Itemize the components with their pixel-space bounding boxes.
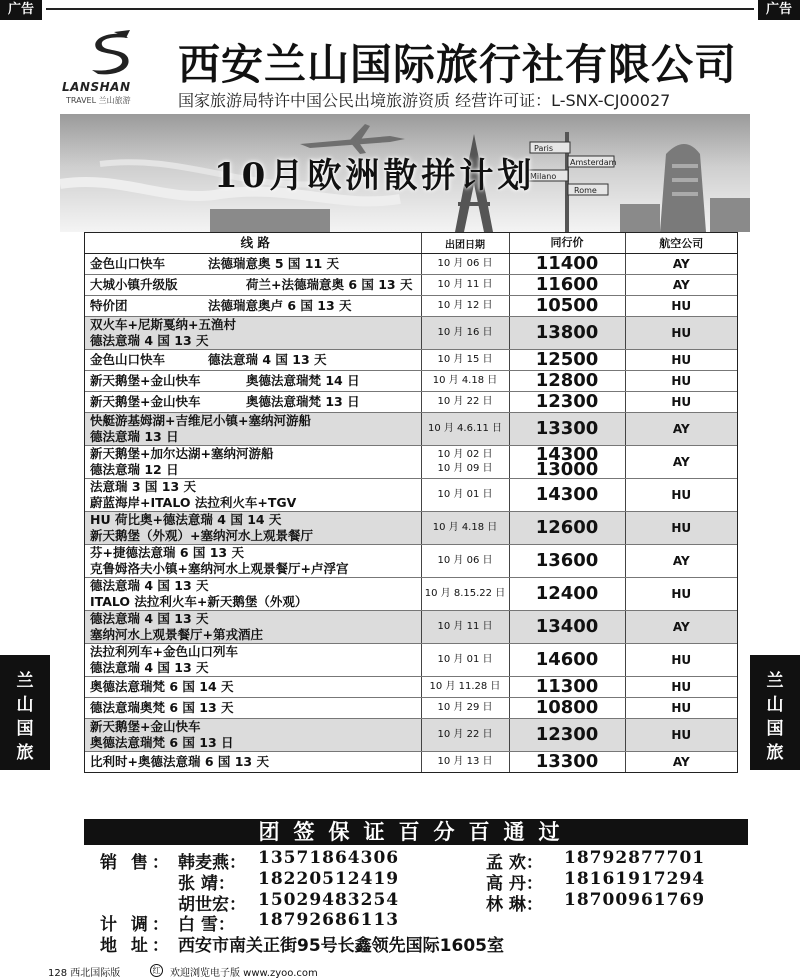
route-text: HU 荷比奥+德法意瑞 4 国 14 天 xyxy=(90,512,282,527)
contact-name: 韩麦燕： xyxy=(178,853,246,873)
date-cell xyxy=(421,392,509,413)
logo-subtext: TRAVEL 兰山旅游 xyxy=(66,96,131,105)
address-label: 地 址： xyxy=(100,936,173,956)
date-cell xyxy=(421,479,509,512)
planner-label: 计 调： xyxy=(100,915,173,935)
route-cell xyxy=(85,698,421,719)
departure-date: 10 月 09 日 xyxy=(437,463,493,474)
plan-title: 10月欧洲散拼计划 xyxy=(214,156,536,196)
departure-date: 10 月 01 日 xyxy=(437,654,493,665)
route-text: 法德瑞意奥卢 6 国 13 天 xyxy=(208,298,352,313)
peer-price: 11300 xyxy=(535,676,599,697)
route-cell xyxy=(85,413,421,446)
route-text: 奥德法意瑞梵 13 日 xyxy=(246,394,360,409)
airline-cell: AY xyxy=(625,275,737,296)
peer-price: 12600 xyxy=(535,517,599,538)
company-name: 西安兰山国际旅行社有限公司 xyxy=(178,40,738,89)
route-cell xyxy=(85,578,421,611)
route-text: 快艇游基姆湖+吉维尼小镇+塞纳河游船 xyxy=(90,413,311,428)
table-row xyxy=(85,578,737,611)
price-cell xyxy=(509,752,625,773)
header-date: 出团日期 xyxy=(421,233,509,254)
table-row xyxy=(85,392,737,413)
price-cell xyxy=(509,371,625,392)
contact-phone: 13571864306 xyxy=(258,848,400,868)
airline-cell: AY xyxy=(625,446,737,479)
price-cell xyxy=(509,275,625,296)
table-row xyxy=(85,371,737,392)
ad-label-left: 广告 xyxy=(0,0,42,20)
badge-circle-icon: 红 xyxy=(150,964,163,977)
price-cell xyxy=(509,677,625,698)
route-text: 新天鹅堡+金山快车 xyxy=(90,719,201,734)
peer-price: 11400 xyxy=(535,253,599,274)
date-cell xyxy=(421,296,509,317)
date-cell xyxy=(421,254,509,275)
departure-date: 10 月 11 日 xyxy=(437,279,493,290)
price-cell xyxy=(509,698,625,719)
route-cell xyxy=(85,446,421,479)
route-text: 德法意瑞 4 国 13 天 xyxy=(208,352,327,367)
table-row xyxy=(85,254,737,275)
route-cell xyxy=(85,611,421,644)
departure-date: 10 月 13 日 xyxy=(437,756,493,767)
header-price: 同行价 xyxy=(509,233,625,254)
tour-table xyxy=(84,232,738,773)
address-text: 西安市南关正街95号长鑫领先国际1605室 xyxy=(178,936,504,956)
peer-price: 12500 xyxy=(535,349,599,370)
route-cell xyxy=(85,254,421,275)
route-text: 奥德法意瑞梵 14 日 xyxy=(246,373,360,388)
airline-cell: HU xyxy=(625,371,737,392)
route-text: 奥德法意瑞梵 6 国 13 日 xyxy=(90,735,234,750)
date-cell xyxy=(421,578,509,611)
route-cell xyxy=(85,545,421,578)
table-row xyxy=(85,413,737,446)
date-cell xyxy=(421,317,509,350)
route-text: 芬+捷德法意瑞 6 国 13 天 xyxy=(90,545,244,560)
price-cell xyxy=(509,317,625,350)
table-row xyxy=(85,296,737,317)
peer-price: 10800 xyxy=(535,697,599,718)
peer-price: 13300 xyxy=(535,418,599,439)
peer-price: 14600 xyxy=(535,649,599,670)
date-cell xyxy=(421,698,509,719)
contact-phone: 18220512419 xyxy=(258,869,400,889)
route-cell xyxy=(85,296,421,317)
contact-name: 张 靖： xyxy=(178,874,235,894)
route-text: 新天鹅堡（外观）+塞纳河水上观景餐厅 xyxy=(90,528,313,543)
airline-cell: HU xyxy=(625,719,737,752)
departure-date: 10 月 4.6.11 日 xyxy=(427,423,503,434)
route-cell xyxy=(85,317,421,350)
route-text: 法拉利列车+金色山口列车 xyxy=(90,644,238,659)
company-logo xyxy=(62,30,162,110)
airline-cell: HU xyxy=(625,644,737,677)
route-cell xyxy=(85,719,421,752)
date-cell xyxy=(421,677,509,698)
route-text: ITALO 法拉利火车+新天鹅堡（外观） xyxy=(90,594,308,609)
departure-date: 10 月 11 日 xyxy=(437,621,493,632)
route-text: 德法意瑞 4 国 13 天 xyxy=(90,660,209,675)
planner-phone: 18792686113 xyxy=(258,910,400,930)
price-cell xyxy=(509,446,625,479)
date-cell xyxy=(421,644,509,677)
side-tab-char: 国 xyxy=(766,719,784,739)
sales-label: 销 售： xyxy=(100,853,173,873)
peer-price: 12300 xyxy=(535,724,599,745)
route-text: 德法意瑞奥梵 6 国 13 天 xyxy=(90,700,234,715)
route-text: 新天鹅堡+金山快车 xyxy=(90,373,201,388)
airline-cell: HU xyxy=(625,578,737,611)
contact-phone: 18700961769 xyxy=(564,890,706,910)
price-cell xyxy=(509,719,625,752)
departure-date: 10 月 02 日 xyxy=(437,449,493,460)
departure-date: 10 月 29 日 xyxy=(437,702,493,713)
airline-cell: HU xyxy=(625,479,737,512)
departure-date: 10 月 22 日 xyxy=(437,396,493,407)
airline-cell: HU xyxy=(625,698,737,719)
route-cell xyxy=(85,275,421,296)
price-cell xyxy=(509,392,625,413)
sign-paris: Paris xyxy=(534,144,554,153)
date-cell xyxy=(421,719,509,752)
departure-date: 10 月 4.18 日 xyxy=(432,375,498,386)
route-cell xyxy=(85,371,421,392)
airline-cell: AY xyxy=(625,545,737,578)
route-cell xyxy=(85,677,421,698)
airline-cell: AY xyxy=(672,755,690,769)
departure-date: 10 月 11.28 日 xyxy=(429,681,501,692)
table-row xyxy=(85,719,737,752)
price-cell xyxy=(509,254,625,275)
date-cell xyxy=(421,350,509,371)
route-text: 金色山口快车 xyxy=(90,256,166,271)
route-text: 德法意瑞 13 日 xyxy=(90,429,179,444)
date-cell xyxy=(421,371,509,392)
side-tab-char: 山 xyxy=(766,695,784,715)
top-divider xyxy=(46,8,754,10)
table-row xyxy=(85,446,737,479)
peer-price: 13400 xyxy=(535,616,599,637)
side-tab-char: 山 xyxy=(16,695,34,715)
route-text: 德法意瑞 4 国 13 天 xyxy=(90,611,209,626)
price-cell xyxy=(509,512,625,545)
table-row xyxy=(85,512,737,545)
side-tab-left xyxy=(0,655,50,770)
route-text: 塞纳河水上观景餐厅+第戎酒庄 xyxy=(90,627,263,642)
departure-date: 10 月 06 日 xyxy=(437,555,493,566)
price-cell xyxy=(509,611,625,644)
price-cell xyxy=(509,296,625,317)
route-cell xyxy=(85,350,421,371)
visa-guarantee-bar: 团签保证百分百通过 xyxy=(84,819,748,845)
contact-phone: 15029483254 xyxy=(258,890,400,910)
table-row xyxy=(85,275,737,296)
airline-cell: HU xyxy=(625,512,737,545)
peer-price: 14300 xyxy=(535,484,599,505)
price-cell xyxy=(509,413,625,446)
date-cell xyxy=(421,446,509,479)
date-cell xyxy=(421,413,509,446)
route-text: 奥德法意瑞梵 6 国 14 天 xyxy=(90,679,234,694)
route-cell xyxy=(85,392,421,413)
contact-phone: 18161917294 xyxy=(564,869,706,889)
route-text: 法意瑞 3 国 13 天 xyxy=(90,479,196,494)
date-cell xyxy=(421,275,509,296)
price-cell xyxy=(509,545,625,578)
sign-milano: Milano xyxy=(530,172,557,181)
route-text: 金色山口快车 xyxy=(90,352,166,367)
table-row xyxy=(85,677,737,698)
table-row xyxy=(85,611,737,644)
contact-phone: 18792877701 xyxy=(564,848,706,868)
table-row xyxy=(85,317,737,350)
departure-date: 10 月 06 日 xyxy=(437,258,493,269)
peer-price: 13800 xyxy=(535,322,599,343)
peer-price: 12300 xyxy=(535,391,599,412)
route-text: 比利时+奥德法意瑞 6 国 13 天 xyxy=(90,754,269,769)
peer-price: 13300 xyxy=(535,751,599,772)
airline-cell: HU xyxy=(625,677,737,698)
departure-date: 10 月 8.15.22 日 xyxy=(424,588,506,599)
table-row xyxy=(85,545,737,578)
date-cell xyxy=(421,752,509,773)
departure-date: 10 月 01 日 xyxy=(437,489,493,500)
price-cell xyxy=(509,578,625,611)
license-line: 国家旅游局特许中国公民出境旅游资质 经营许可证：L-SNX-CJ00027 xyxy=(178,91,671,110)
route-text: 德法意瑞 12 日 xyxy=(90,462,179,477)
date-cell xyxy=(421,545,509,578)
table-row xyxy=(85,350,737,371)
route-text: 法德瑞意奥 5 国 11 天 xyxy=(208,256,340,271)
departure-date: 10 月 12 日 xyxy=(437,300,493,311)
departure-date: 10 月 16 日 xyxy=(437,327,493,338)
lanshan-s-logo-icon xyxy=(84,30,136,76)
footer-text: 欢迎浏览电子版 www.zyoo.com xyxy=(170,968,318,979)
route-text: 新天鹅堡+加尔达湖+塞纳河游船 xyxy=(90,446,274,461)
side-tab-char: 旅 xyxy=(766,743,784,763)
route-text: 新天鹅堡+金山快车 xyxy=(90,394,201,409)
price-cell xyxy=(509,350,625,371)
side-tab-char: 兰 xyxy=(766,671,784,691)
peer-price: 13000 xyxy=(535,459,599,480)
route-text: 双火车+尼斯戛纳+五渔村 xyxy=(90,317,236,332)
header-airline: 航空公司 xyxy=(625,233,737,254)
page-number: 128 西北国际版 xyxy=(48,968,121,979)
price-cell xyxy=(509,479,625,512)
table-row xyxy=(85,479,737,512)
table-row xyxy=(85,698,737,719)
route-text: 特价团 xyxy=(90,298,128,313)
peer-price: 12400 xyxy=(535,583,599,604)
date-cell xyxy=(421,611,509,644)
route-text: 克鲁姆洛夫小镇+塞纳河水上观景餐厅+卢浮宫 xyxy=(90,561,349,576)
contact-name: 林 琳： xyxy=(486,895,543,915)
price-cell xyxy=(509,644,625,677)
peer-price: 11600 xyxy=(535,274,599,295)
peer-price: 12800 xyxy=(535,370,599,391)
route-cell xyxy=(85,479,421,512)
contact-name: 胡世宏： xyxy=(178,895,246,915)
airline-cell: HU xyxy=(625,392,737,413)
side-tab-char: 旅 xyxy=(16,743,34,763)
airline-cell: HU xyxy=(625,350,737,371)
airline-cell: HU xyxy=(625,296,737,317)
page-footer xyxy=(0,962,800,979)
departure-date: 10 月 15 日 xyxy=(437,354,493,365)
airline-cell: AY xyxy=(625,254,737,275)
route-text: 德法意瑞 4 国 13 天 xyxy=(90,578,209,593)
route-text: 蔚蓝海岸+ITALO 法拉利火车+TGV xyxy=(90,495,297,510)
route-cell xyxy=(85,512,421,545)
contact-name: 高 丹： xyxy=(486,874,543,894)
route-cell xyxy=(85,752,421,773)
airline-cell: AY xyxy=(625,413,737,446)
peer-price: 13600 xyxy=(535,550,599,571)
logo-text-en: LANSHAN xyxy=(62,80,131,94)
airline-cell: AY xyxy=(625,611,737,644)
side-tab-right xyxy=(750,655,800,770)
ad-label-right: 广告 xyxy=(758,0,800,20)
planner-name: 白 雪： xyxy=(178,915,235,935)
departure-date: 10 月 22 日 xyxy=(437,729,493,740)
header-route: 线 路 xyxy=(85,233,421,254)
route-cell xyxy=(85,644,421,677)
contact-block xyxy=(86,846,750,954)
table-row xyxy=(85,644,737,677)
route-text: 德法意瑞 4 国 13 天 xyxy=(90,333,209,348)
sign-amsterdam: Amsterdam xyxy=(570,158,617,167)
contact-name: 孟 欢： xyxy=(486,853,543,873)
peer-price: 14300 xyxy=(535,444,599,465)
table-header-row xyxy=(85,233,737,254)
airline-cell: HU xyxy=(625,317,737,350)
departure-date: 10 月 4.18 日 xyxy=(432,522,498,533)
route-text: 荷兰+法德瑞意奥 6 国 13 天 xyxy=(246,277,413,292)
route-text: 大城小镇升级版 xyxy=(90,277,178,292)
side-tab-char: 国 xyxy=(16,719,34,739)
table-row xyxy=(85,752,737,773)
side-tab-char: 兰 xyxy=(16,671,34,691)
peer-price: 10500 xyxy=(535,295,599,316)
sign-rome: Rome xyxy=(574,186,597,195)
date-cell xyxy=(421,512,509,545)
